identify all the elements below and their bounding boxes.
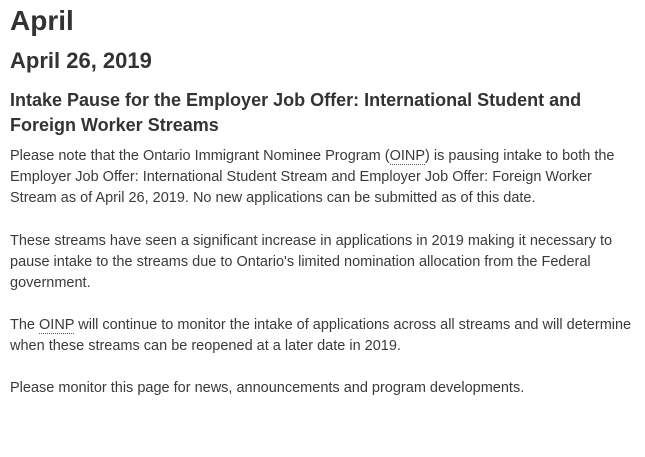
notice-title: Intake Pause for the Employer Job Offer: International Student and Foreign Worker Streams: [10, 90, 582, 135]
month-heading: April: [10, 5, 74, 36]
date-heading: April 26, 2019: [10, 48, 152, 73]
notice-paragraph-3: [10, 315, 635, 357]
paragraph-text: will continue to monitor the intake of applications across all streams and will determine when these streams can be reopened at a later date in 2019.: [10, 317, 632, 354]
notice-paragraph-4: Please monitor this page for news, announcements and program developments.: [10, 380, 525, 396]
paragraph-text: The: [10, 317, 40, 333]
notice-paragraph-1: [10, 146, 635, 209]
notice-paragraph-2: These streams have seen a significant increase in applications in 2019 making it necessary to pause intake to the streams due to Ontario's limited nomination allocation from the Federal government.: [10, 233, 613, 291]
paragraph-text: ) is pausing intake to both the Employer Job Offer: International Student Stream and Employer Job Offer: Foreign Worker Stream as of April 26, 2019. No new applications can be submitted as of this date.: [10, 148, 615, 206]
oinp-acronym[interactable]: OINP: [389, 148, 426, 164]
paragraph-text: Please note that the Ontario Immigrant Nominee Program (: [10, 148, 390, 164]
oinp-acronym[interactable]: OINP: [39, 317, 75, 333]
